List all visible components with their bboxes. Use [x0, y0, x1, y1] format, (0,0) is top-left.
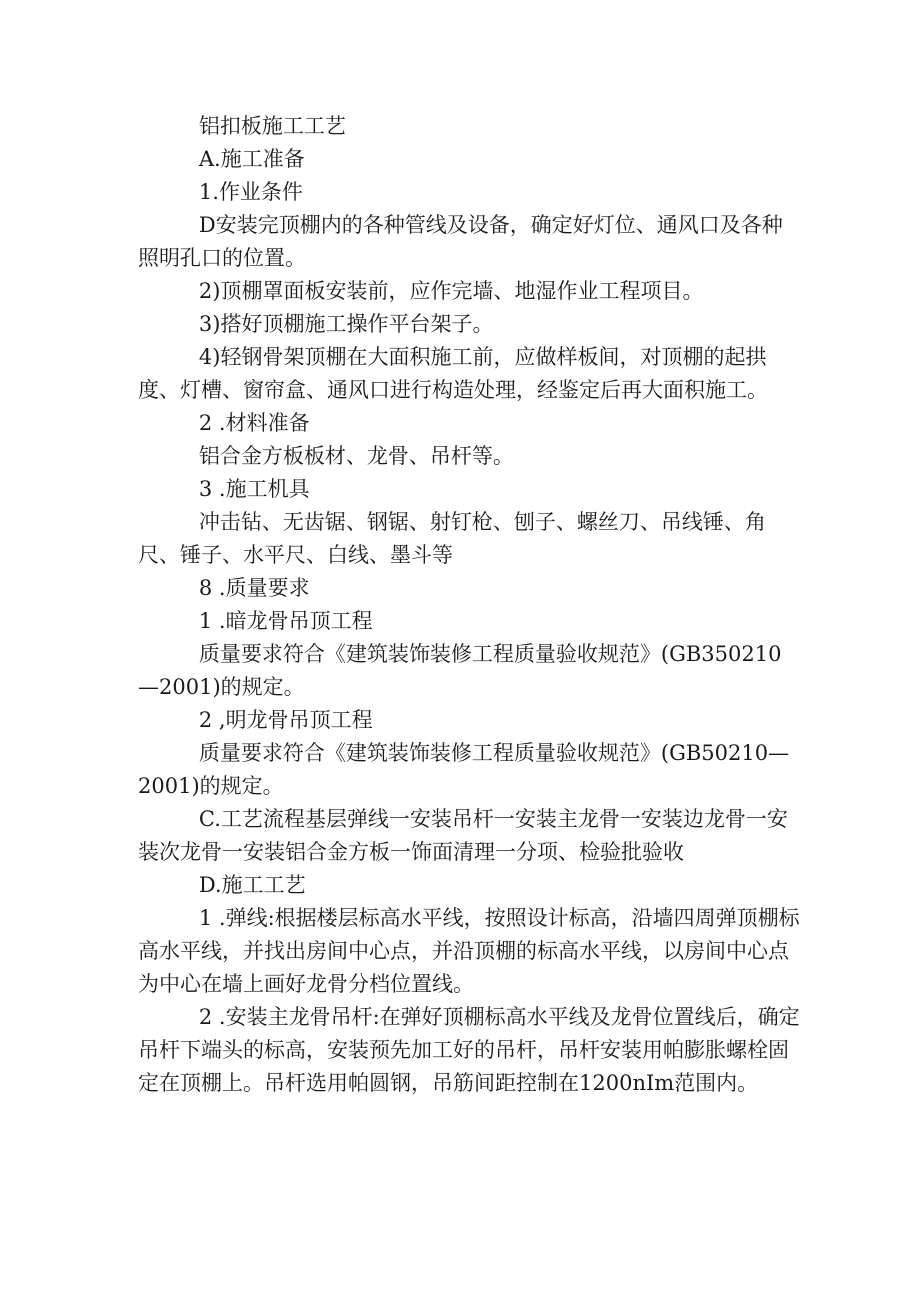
paragraph-step-marking: 1 .弹线:根据楼层标高水平线，按照设计标高，沿墙四周弹顶棚标高水平线，并找出房间中心点，并沿顶棚的标高水平线，以房间中心点为中心在墙上画好龙骨分档位置线。 [138, 906, 800, 996]
paragraph-work-conditions: 1.作业条件 [198, 180, 303, 204]
paragraph-condition-1: D安装完顶棚内的各种管线及设备，确定好灯位、通风口及各种照明孔口的位置。 [138, 213, 783, 270]
paragraph-condition-2: 2)顶棚罩面板安装前，应作完墙、地湿作业工程项目。 [198, 279, 704, 303]
paragraph-step-hangers: 2 .安装主龙骨吊杆:在弹好顶棚标高水平线及龙骨位置线后，确定吊杆下端头的标高，安装预先加工好的吊杆，吊杆安装用帕膨胀螺栓固定在顶棚上。吊杆选用帕圆钢，吊筋间距控制在1200nIm范围内。 [138, 1005, 800, 1095]
paragraph-quality-heading: 8 .质量要求 [198, 576, 310, 600]
paragraph-process-flow: C.工艺流程基层弹线一安装吊杆一安装主龙骨一安装边龙骨一安装次龙骨一安装铝合金方板一饰面清理一分项、检验批验收 [138, 807, 788, 864]
paragraph-exposed-keel-quality: 质量要求符合《建筑装饰装修工程质量验收规范》(GB50210—2001)的规定。 [138, 741, 790, 798]
paragraph-hidden-keel-quality: 质量要求符合《建筑装饰装修工程质量验收规范》(GB350210—2001)的规定。 [138, 642, 782, 699]
paragraph-tools: 冲击钻、无齿锯、钢锯、射钉枪、刨子、螺丝刀、吊线锤、角尺、锤子、水平尺、白线、墨斗等 [138, 510, 766, 567]
paragraph-exposed-keel-heading: 2 ,明龙骨吊顶工程 [198, 708, 373, 732]
paragraph-materials: 铝合金方板板材、龙骨、吊杆等。 [198, 444, 514, 468]
paragraph-condition-4: 4)轻钢骨架顶棚在大面积施工前，应做样板间，对顶棚的起拱度、灯槽、窗帘盒、通风口进行构造处理，经鉴定后再大面积施工。 [138, 345, 768, 402]
paragraph-section-a: A.施工准备 [198, 147, 305, 171]
paragraph-materials-heading: 2 .材料准备 [198, 411, 310, 435]
document-body [138, 110, 802, 1100]
paragraph-tools-heading: 3 .施工机具 [198, 477, 310, 501]
paragraph-condition-3: 3)搭好顶棚施工操作平台架子。 [198, 312, 494, 336]
paragraph-hidden-keel-heading: 1 .暗龙骨吊顶工程 [198, 609, 373, 633]
document-title: 铝扣板施工工艺 [198, 114, 346, 138]
paragraph-construction-heading: D.施工工艺 [198, 873, 306, 897]
